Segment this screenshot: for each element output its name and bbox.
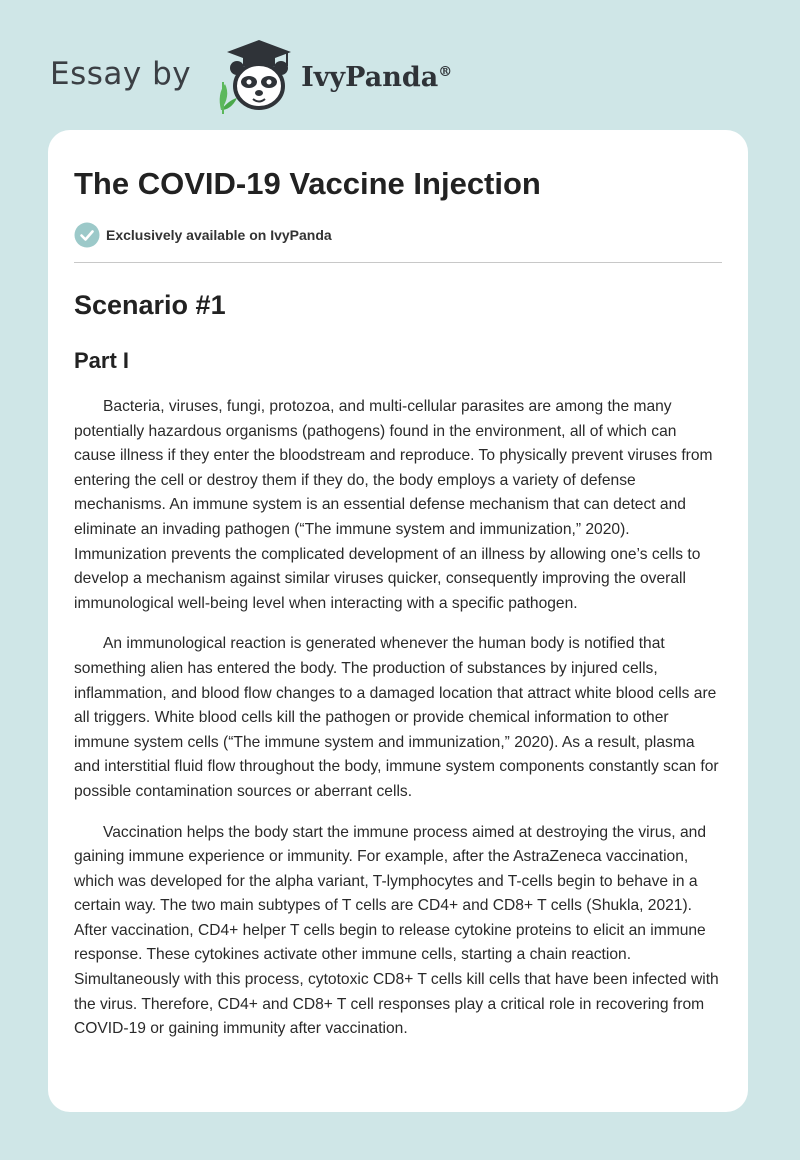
body-paragraph: Bacteria, viruses, fungi, protozoa, and multi-cellular parasites are among the many potentially hazardous organisms (pathogens) found in the environment, all of which can cause illness if they enter the bloodstream and reproduce. To physically prevent viruses from entering the cell or destroy them if they do, the body employs a variety of defense mechanisms. An immune system is an essential defense mechanism that can detect and eliminate an invading pathogen (“The immune system and immunization,” 2020). Immunization prevents the complicated development of an illness by allowing one’s cells to develop a mechanism against similar viruses quicker, consequently improving the overall immunological well-being level when interacting with a specific pathogen. — [74, 398, 713, 612]
check-circle-icon — [74, 222, 100, 248]
part-heading: Part I — [74, 348, 130, 373]
exclusive-badge-label: Exclusively available on IvyPanda — [106, 227, 332, 243]
exclusive-badge — [74, 222, 722, 248]
page-title: The COVID-19 Vaccine Injection — [74, 166, 541, 201]
body-paragraph: Vaccination helps the body start the immune process aimed at destroying the virus, and gaining immune experience or immunity. For example, after the AstraZeneca vaccination, which was developed for the alpha variant, T-lymphocytes and T-cells begin to behave in a certain way. The two main subtypes of T cells are CD4+ and CD8+ T cells (Shukla, 2021). After vaccination, CD4+ helper T cells begin to release cytokine proteins to elicit an immune response. These cytokines activate other immune cells, starting a chain reaction. Simultaneously with this process, cytotoxic CD8+ T cells kill cells that have been infected with the virus. Therefore, CD4+ and CD8+ T cell responses play a critical role in recovering from COVID-19 or gaining immunity after vaccination. — [74, 823, 719, 1038]
section-heading: Scenario #1 — [74, 290, 226, 320]
brand-header[interactable] — [50, 36, 452, 112]
panda-logo-icon — [207, 38, 299, 114]
essay-by-label: Essay by — [50, 56, 192, 92]
essay-card — [48, 130, 748, 1112]
ivypanda-wordmark: IvyPanda® — [301, 61, 453, 93]
body-paragraph: An immunological reaction is generated whenever the human body is notified that something alien has entered the body. The production of substances by injured cells, inflammation, and blood flow changes to a damaged location that attract white blood cells are all triggers. White blood cells kill the pathogen or provide chemical information to other immune system cells (“The immune system and immunization,” 2020). As a result, plasma and interstitial fluid flow throughout the body, immune system components constantly scan for possible contamination sources or aberrant cells. — [74, 635, 719, 800]
title-divider — [74, 262, 722, 263]
